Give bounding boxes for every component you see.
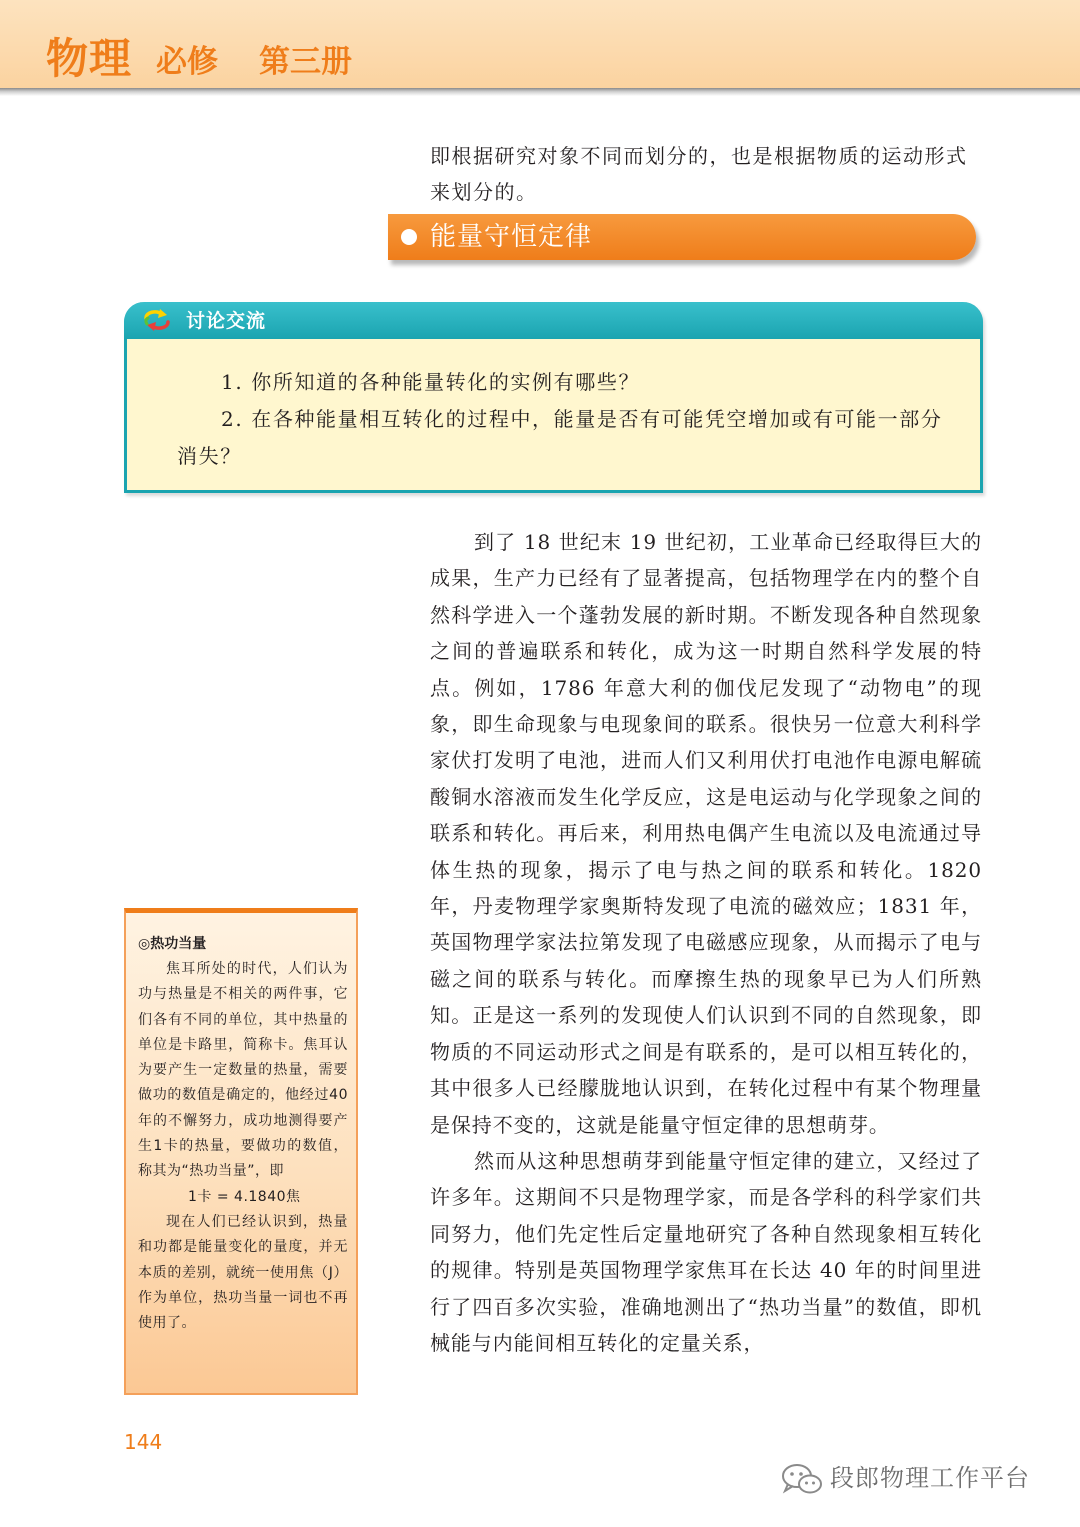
header-volume: 第三册 [259,44,352,80]
header-subject: 物理 [46,34,133,83]
sidebar-paragraph-2: 现在人们已经认识到，热量和功都是能量变化的量度，并无本质的差别，就统一使用焦（J）作为单位，热功当量一词也不再使用了。 [138,1213,348,1332]
wechat-logo-icon [780,1462,824,1496]
discussion-question-1: 1. 你所知道的各种能量转化的实例有哪些？ [221,370,641,394]
sidebar-paragraph-1: 焦耳所处的时代，人们认为功与热量是不相关的两件事，它们各有不同的单位，其中热量的单位是卡路里，简称卡。焦耳认为要产生一定数量的热量，需要做功的数值是确定的，他经过40年的不懈努力，成功地测得要产生1卡的热量，要做功的数值，称其为“热功当量”，即 [138,961,348,1180]
discussion-header [124,302,983,339]
sidebar-note-box [124,908,358,1395]
discussion-questions [177,364,947,475]
watermark-text: 段郎物理工作平台 [830,1464,1030,1492]
header-divider [0,88,1080,96]
discussion-box [124,302,983,493]
body-paragraph-2: 然而从这种思想萌芽到能量守恒定律的建立，又经过了许多年。这期间不只是物理学家，而是各学科的科学家们共同努力，他们先定性后定量地研究了各种自然现象相互转化的规律。特别是英国物理学家焦耳在长达 40 年的时间里进行了四百多次实验，准确地测出了“热功当量”的数值，即机械能与内能间相互转化的定量关系， [430,1148,982,1355]
header-book: 必修 [156,44,218,80]
exchange-arrows-icon [142,308,172,332]
section-title: 能量守恒定律 [430,222,593,252]
body-paragraph-1: 到了 18 世纪末 19 世纪初，工业革命已经取得巨大的成果，生产力已经有了显著提高，包括物理学在内的整个自然科学进入一个蓬勃发展的新时期。不断发现各种自然现象之间的普遍联系和转化，成为这一时期自然科学发展的特点。例如，1786 年意大利的伽伐尼发现了“动物电”的现象，即生命现象与电现象间的联系。很快另一位意大利科学家伏打发明了电池，进而人们又利用伏打电池作电源电解硫酸铜水溶液而发生化学反应，这是电运动与化学现象之间的联系和转化。再后来，利用热电偶产生电流以及电流通过导体生热的现象，揭示了电与热之间的联系和转化。1820 年，丹麦物理学家奥斯特发现了电流的磁效应；1831 年，英国物理学家法拉第发现了电磁感应现象，从而揭示了电与磁之间的联系与转化。而摩擦生热的现象早已为人们所熟知。正是这一系列的发现使人们认识到不同的自然现象，即物质的不同运动形式之间是有联系的，是可以相互转化的，其中很多人已经朦胧地认识到，在转化过程中有某个物理量是保持不变的，这就是能量守恒定律的思想萌芽。 [430,530,982,1137]
section-banner [388,214,976,260]
sidebar-body [138,957,348,1336]
main-body [430,524,982,1361]
intro-paragraph: 即根据研究对象不同而划分的，也是根据物质的运动形式来划分的。 [430,144,968,204]
discussion-title: 讨论交流 [186,310,267,332]
sidebar-formula: 1卡 = 4.1840焦 [188,1188,301,1205]
page-header [0,0,1080,88]
discussion-question-2: 2. 在各种能量相互转化的过程中，能量是否有可能凭空增加或有可能一部分消失？ [177,407,943,468]
sidebar-title: ◎热功当量 [138,936,207,952]
page-number: 144 [124,1430,163,1454]
bullet-dot-icon [401,229,417,245]
